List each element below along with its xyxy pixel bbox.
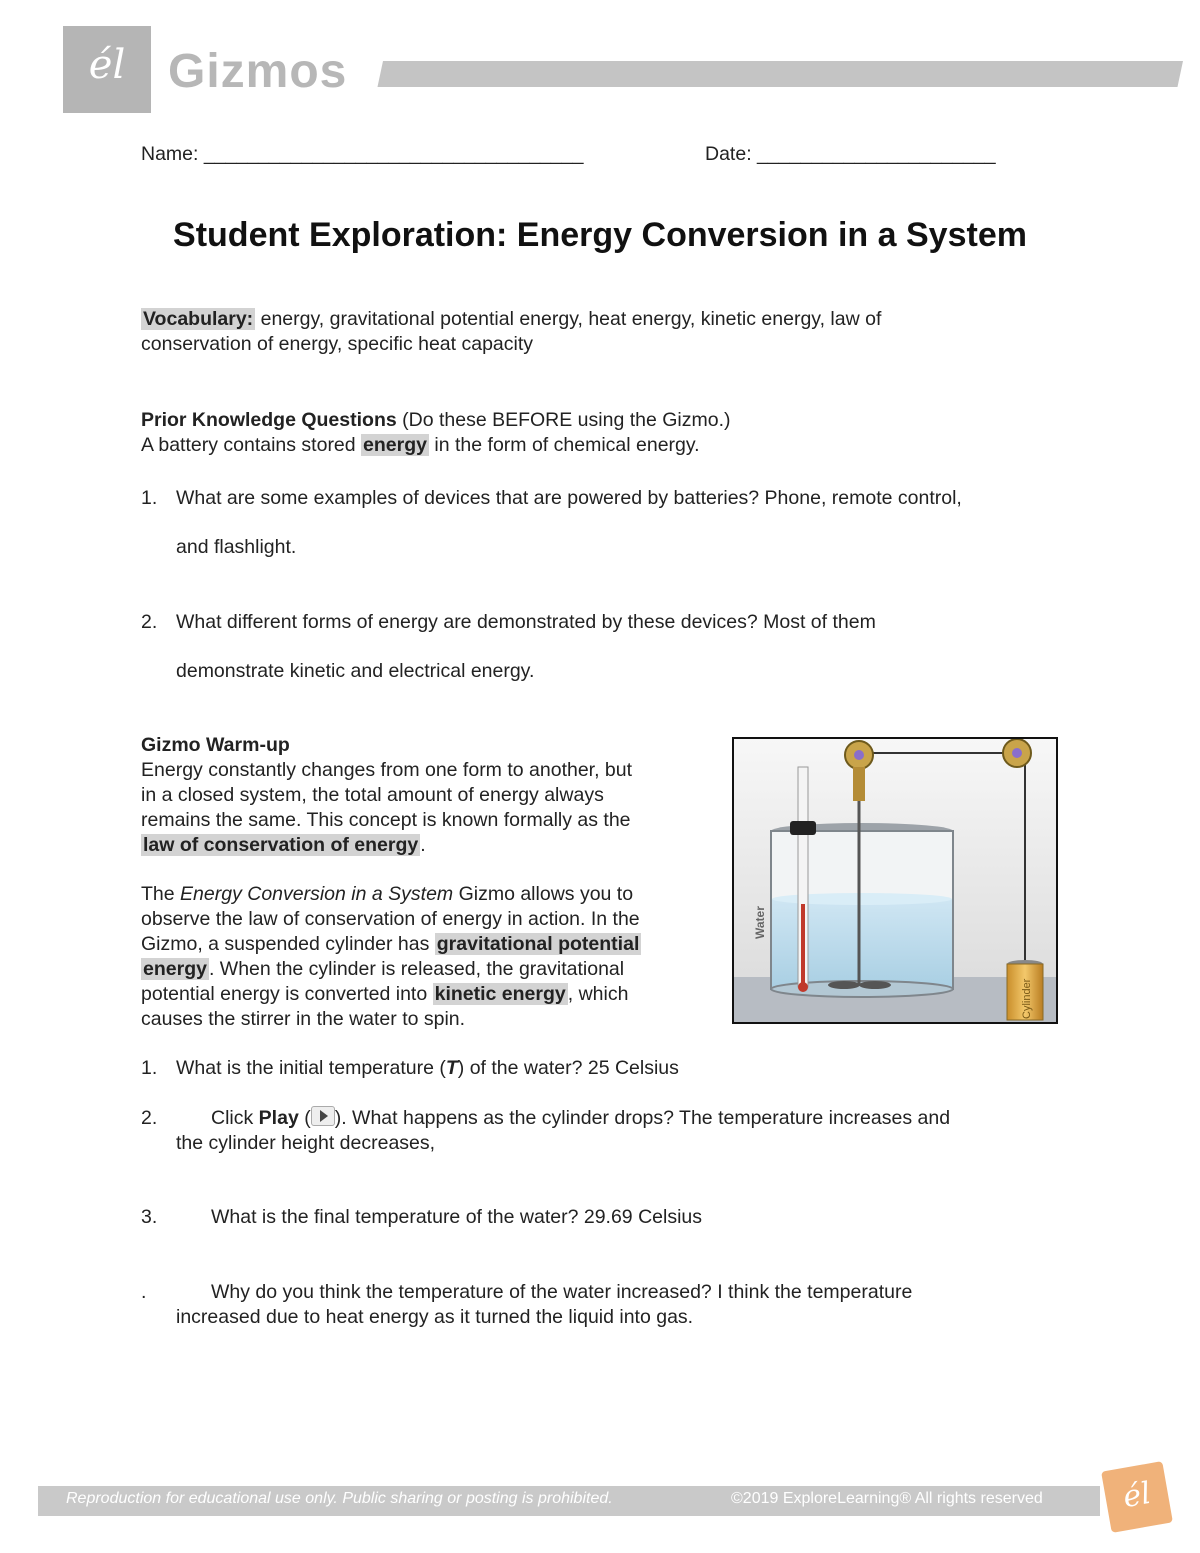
warmup-q4-line2: increased due to heat energy as it turned the liquid into gas. — [176, 1306, 694, 1328]
prior-q1-line1: What are some examples of devices that are powered by batteries? Phone, remote control, — [176, 487, 962, 509]
stirrer-paddle-right — [859, 981, 891, 989]
warmup-q4-line1: Why do you think the temperature of the water increased? I think the temperature — [211, 1281, 913, 1303]
warmup-p1-line2: in a closed system, the total amount of energy always — [141, 784, 604, 806]
warmup-p2-line1 — [141, 882, 633, 907]
warmup-p2-text-b: Gizmo allows you to — [458, 883, 634, 905]
footer-copyright: ©2019 ExploreLearning® All rights reserved — [731, 1490, 1043, 1507]
prior-intro-highlight: energy — [363, 434, 427, 456]
warmup-q2-line2: the cylinder height decreases, — [176, 1132, 436, 1154]
stirrer-pulley-hub — [854, 750, 864, 760]
warmup-q3-number: 3. — [141, 1206, 158, 1228]
prior-q2-number: 2. — [141, 611, 158, 633]
thermometer-mercury — [801, 904, 805, 984]
warmup-p2-text-e: potential energy is converted into — [141, 983, 428, 1005]
warmup-q3: What is the final temperature of the water? 29.69 Celsius — [211, 1206, 703, 1228]
vocabulary-terms-2: conservation of energy, specific heat capacity — [141, 333, 534, 355]
apparatus-illustration — [734, 739, 1056, 1022]
brand-name: Gizmos — [168, 45, 348, 98]
warmup-p2-text-a: The — [141, 883, 175, 905]
cylinder-label: Cylinder — [1021, 978, 1033, 1019]
warmup-q2-line1 — [211, 1106, 950, 1131]
water-label: Water — [753, 906, 767, 939]
warmup-p1-line3: remains the same. This concept is known formally as the — [141, 809, 631, 831]
warmup-q1-text-b: ) of the water? 25 Celsius — [457, 1057, 679, 1079]
warmup-p2-text-d: . When the cylinder is released, the gravitational — [208, 958, 625, 980]
prior-heading: Prior Knowledge Questions — [141, 409, 397, 431]
term-gravitational-potential: gravitational potential — [436, 933, 640, 955]
stirrer-clamp — [853, 767, 865, 801]
wall-pulley-hub — [1012, 748, 1022, 758]
warmup-p2-line2: observe the law of conservation of energy in action. In the — [141, 908, 640, 930]
term-kinetic-energy: kinetic energy — [434, 983, 566, 1005]
prior-heading-row — [141, 408, 731, 433]
page-title: Student Exploration: Energy Conversion in a System — [173, 216, 1027, 254]
warmup-q2-text-c: ). What happens as the cylinder drops? The temperature increases and — [334, 1107, 951, 1129]
date-line: ______________________ — [757, 143, 996, 165]
stirrer-paddle-left — [828, 981, 860, 989]
footer-notice: Reproduction for educational use only. Public sharing or posting is prohibited. — [66, 1490, 613, 1507]
header-bar — [377, 61, 1183, 87]
footer-logo-icon: él — [1120, 1475, 1154, 1516]
thermometer-bulb — [798, 982, 808, 992]
date-label: Date: — [705, 143, 752, 165]
vocabulary-label: Vocabulary: — [143, 308, 254, 330]
prior-q1-line2: and flashlight. — [176, 536, 297, 558]
prior-intro-text-a: A battery contains stored — [141, 434, 356, 456]
term-law-of-conservation: law of conservation of energy — [143, 834, 419, 856]
warmup-q4-number: . — [141, 1281, 147, 1303]
date-field[interactable] — [705, 142, 996, 167]
play-label: Play — [258, 1107, 299, 1129]
warmup-p1-line1: Energy constantly changes from one form to another, but — [141, 759, 633, 781]
warmup-p2-text-c: Gizmo, a suspended cylinder has — [141, 933, 430, 955]
gizmo-title-italic: Energy Conversion in a System — [180, 883, 454, 905]
warmup-q2-number: 2. — [141, 1107, 158, 1129]
warmup-p2-line4 — [141, 957, 624, 982]
warmup-p1-period: . — [420, 834, 426, 856]
prior-heading-note: (Do these BEFORE using the Gizmo.) — [402, 409, 731, 431]
vocabulary-terms-1: energy, gravitational potential energy, heat energy, kinetic energy, law of — [260, 308, 882, 330]
warmup-heading: Gizmo Warm-up — [141, 734, 290, 756]
warmup-p2-text-f: , which — [567, 983, 629, 1005]
name-field[interactable] — [141, 142, 583, 167]
gizmo-apparatus-image — [732, 737, 1058, 1024]
warmup-q1 — [176, 1056, 679, 1081]
play-icon — [311, 1106, 335, 1126]
term-energy: energy — [143, 958, 207, 980]
prior-q1-number: 1. — [141, 487, 158, 509]
warmup-q2-paren: ( — [304, 1107, 311, 1129]
explorelearning-logo-icon: él — [88, 42, 126, 88]
warmup-q1-number: 1. — [141, 1057, 158, 1079]
name-label: Name: — [141, 143, 199, 165]
prior-q2-line2: demonstrate kinetic and electrical energy. — [176, 660, 535, 682]
prior-intro — [141, 433, 700, 458]
warmup-q1-text-a: What is the initial temperature ( — [176, 1057, 446, 1079]
warmup-p1-line4 — [141, 833, 426, 858]
prior-q2-line1: What different forms of energy are demonstrated by these devices? Most of them — [176, 611, 876, 633]
warmup-p2-line3 — [141, 932, 641, 957]
vocabulary-line1 — [141, 307, 881, 332]
prior-intro-text-b: in the form of chemical energy. — [434, 434, 700, 456]
warmup-p2-line5 — [141, 982, 628, 1007]
thermometer-stopper — [790, 821, 816, 835]
warmup-q2-text-a: Click — [211, 1107, 254, 1129]
name-line: ___________________________________ — [203, 143, 584, 165]
warmup-p2-line6: causes the stirrer in the water to spin. — [141, 1008, 466, 1030]
temperature-variable: T — [445, 1057, 458, 1079]
